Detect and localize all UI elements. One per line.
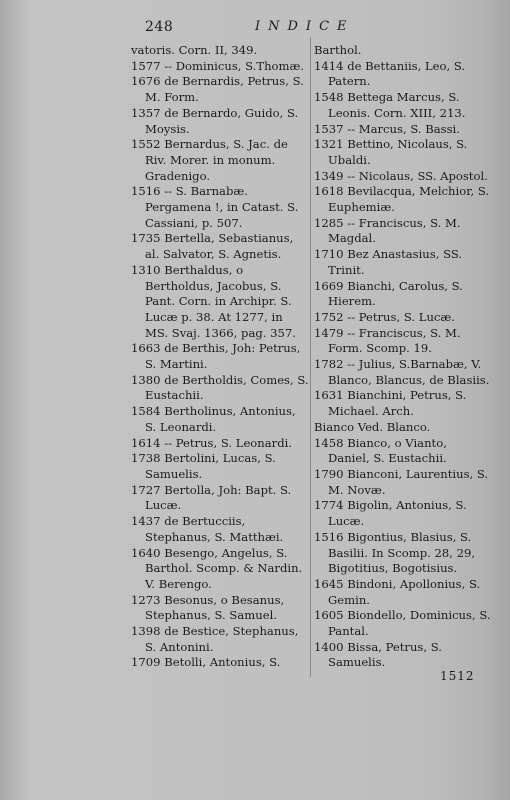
index-entry: 1752 -- Petrus, S. Lucæ.: [314, 309, 455, 324]
index-entry: 1516 Bigontius, Blasius, S. Basilii. In Scomp. 28, 29, Bigotitius, Bogotisius.: [314, 529, 476, 576]
index-entry: 1321 Bettino, Nicolaus, S. Ubaldi.: [314, 137, 468, 167]
index-entry: 1790 Bianconi, Laurentius, S. M. Novæ.: [314, 466, 489, 497]
left-column: [131, 43, 309, 671]
index-entry: Barthol.: [314, 43, 362, 57]
column-divider: [310, 37, 311, 677]
index-entry: 1577 -- Dominicus, S.Thomæ.: [131, 58, 305, 73]
index-entry: 1437 de Bertucciis, Stephanus, S. Matthæi.: [131, 514, 284, 544]
index-entry: 1663 de Berthis, Joh: Petrus, S. Martini.: [131, 341, 301, 372]
index-entry: 1400 Bissa, Petrus, S. Samuelis.: [314, 639, 442, 670]
index-entry: 1349 -- Nicolaus, SS. Apostol.: [314, 168, 488, 183]
index-entry: 1710 Bez Anastasius, SS. Trinit.: [314, 247, 463, 277]
index-columns: [131, 43, 491, 683]
index-entry: 1357 de Bernardo, Guido, S. Moysis.: [131, 105, 299, 136]
index-entry: 1605 Biondello, Dominicus, S. Pantal.: [314, 608, 491, 639]
index-entry: 1273 Besonus, o Besanus, Stephanus, S. Samuel.: [131, 592, 285, 623]
index-entry: 1414 de Bettaniis, Leo, S. Patern.: [314, 58, 466, 89]
index-entry: 1676 de Bernardis, Petrus, S. M. Form.: [131, 74, 304, 105]
page-header: [0, 19, 510, 37]
index-entry: 1552 Bernardus, S. Jac. de Riv. Morer. in monum. Gradenigo.: [131, 137, 288, 183]
index-entry: 1380 de Bertholdis, Comes, S. Eustachii.: [131, 372, 309, 403]
index-entry: 1458 Bianco, o Vianto, Daniel, S. Eustachii.: [314, 435, 447, 466]
index-entry: 1537 -- Marcus, S. Bassi.: [314, 121, 460, 136]
index-entry: 1516 -- S. Barnabæ. Pergamena !, in Catast. S. Cassiani, p. 507.: [131, 184, 299, 230]
page-number: 248: [145, 19, 174, 35]
index-entry: 1669 Bianchi, Carolus, S. Hierem.: [314, 278, 463, 309]
index-entry: 1584 Bertholinus, Antonius, S. Leonardi.: [131, 404, 296, 434]
catchword: 1512: [440, 669, 475, 683]
index-entry: 1285 -- Franciscus, S. M. Magdal.: [314, 215, 461, 246]
index-entry: 1398 de Bestice, Stephanus, S. Antonini.: [131, 624, 299, 654]
index-entry: Bianco Ved. Blanco.: [314, 419, 431, 434]
index-entry: 1738 Bertolini, Lucas, S. Samuelis.: [131, 451, 276, 481]
running-head: INDICE: [255, 19, 355, 34]
index-entry: 1631 Bianchini, Petrus, S. Michael. Arch.: [314, 388, 467, 419]
index-entry: vatoris. Corn. II, 349.: [131, 43, 258, 57]
index-entry: 1727 Bertolla, Joh: Bapt. S. Lucæ.: [131, 482, 292, 513]
index-entry: 1614 -- Petrus, S. Leonardi.: [131, 435, 293, 450]
index-entry: 1548 Bettega Marcus, S. Leonis. Corn. XIII, 213.: [314, 90, 466, 120]
index-entry: 1310 Berthaldus, o Bertholdus, Jacobus, S. Pant. Corn. in Archipr. S. Lucæ p. 38. At 1277, in MS. Svaj. 1366, pag. 357.: [131, 262, 296, 340]
index-entry: 1618 Bevilacqua, Melchior, S. Euphemiæ.: [314, 184, 490, 215]
index-entry: 1645 Bindoni, Apollonius, S. Gemin.: [314, 576, 481, 607]
index-entry: 1709 Betolli, Antonius, S.: [131, 655, 281, 670]
index-entry: 1640 Besengo, Angelus, S. Barthol. Scomp. & Nardin. V. Berengo.: [131, 545, 303, 591]
index-entry: 1735 Bertella, Sebastianus, al. Salvator, S. Agnetis.: [131, 231, 294, 262]
index-entry: 1782 -- Julius, S.Barnabæ, V. Blanco, Blancus, de Blasiis.: [314, 357, 490, 387]
right-column: [314, 43, 492, 671]
index-entry: 1774 Bigolin, Antonius, S. Lucæ.: [314, 498, 467, 529]
index-entry: 1479 -- Franciscus, S. M. Form. Scomp. 19.: [314, 325, 461, 356]
